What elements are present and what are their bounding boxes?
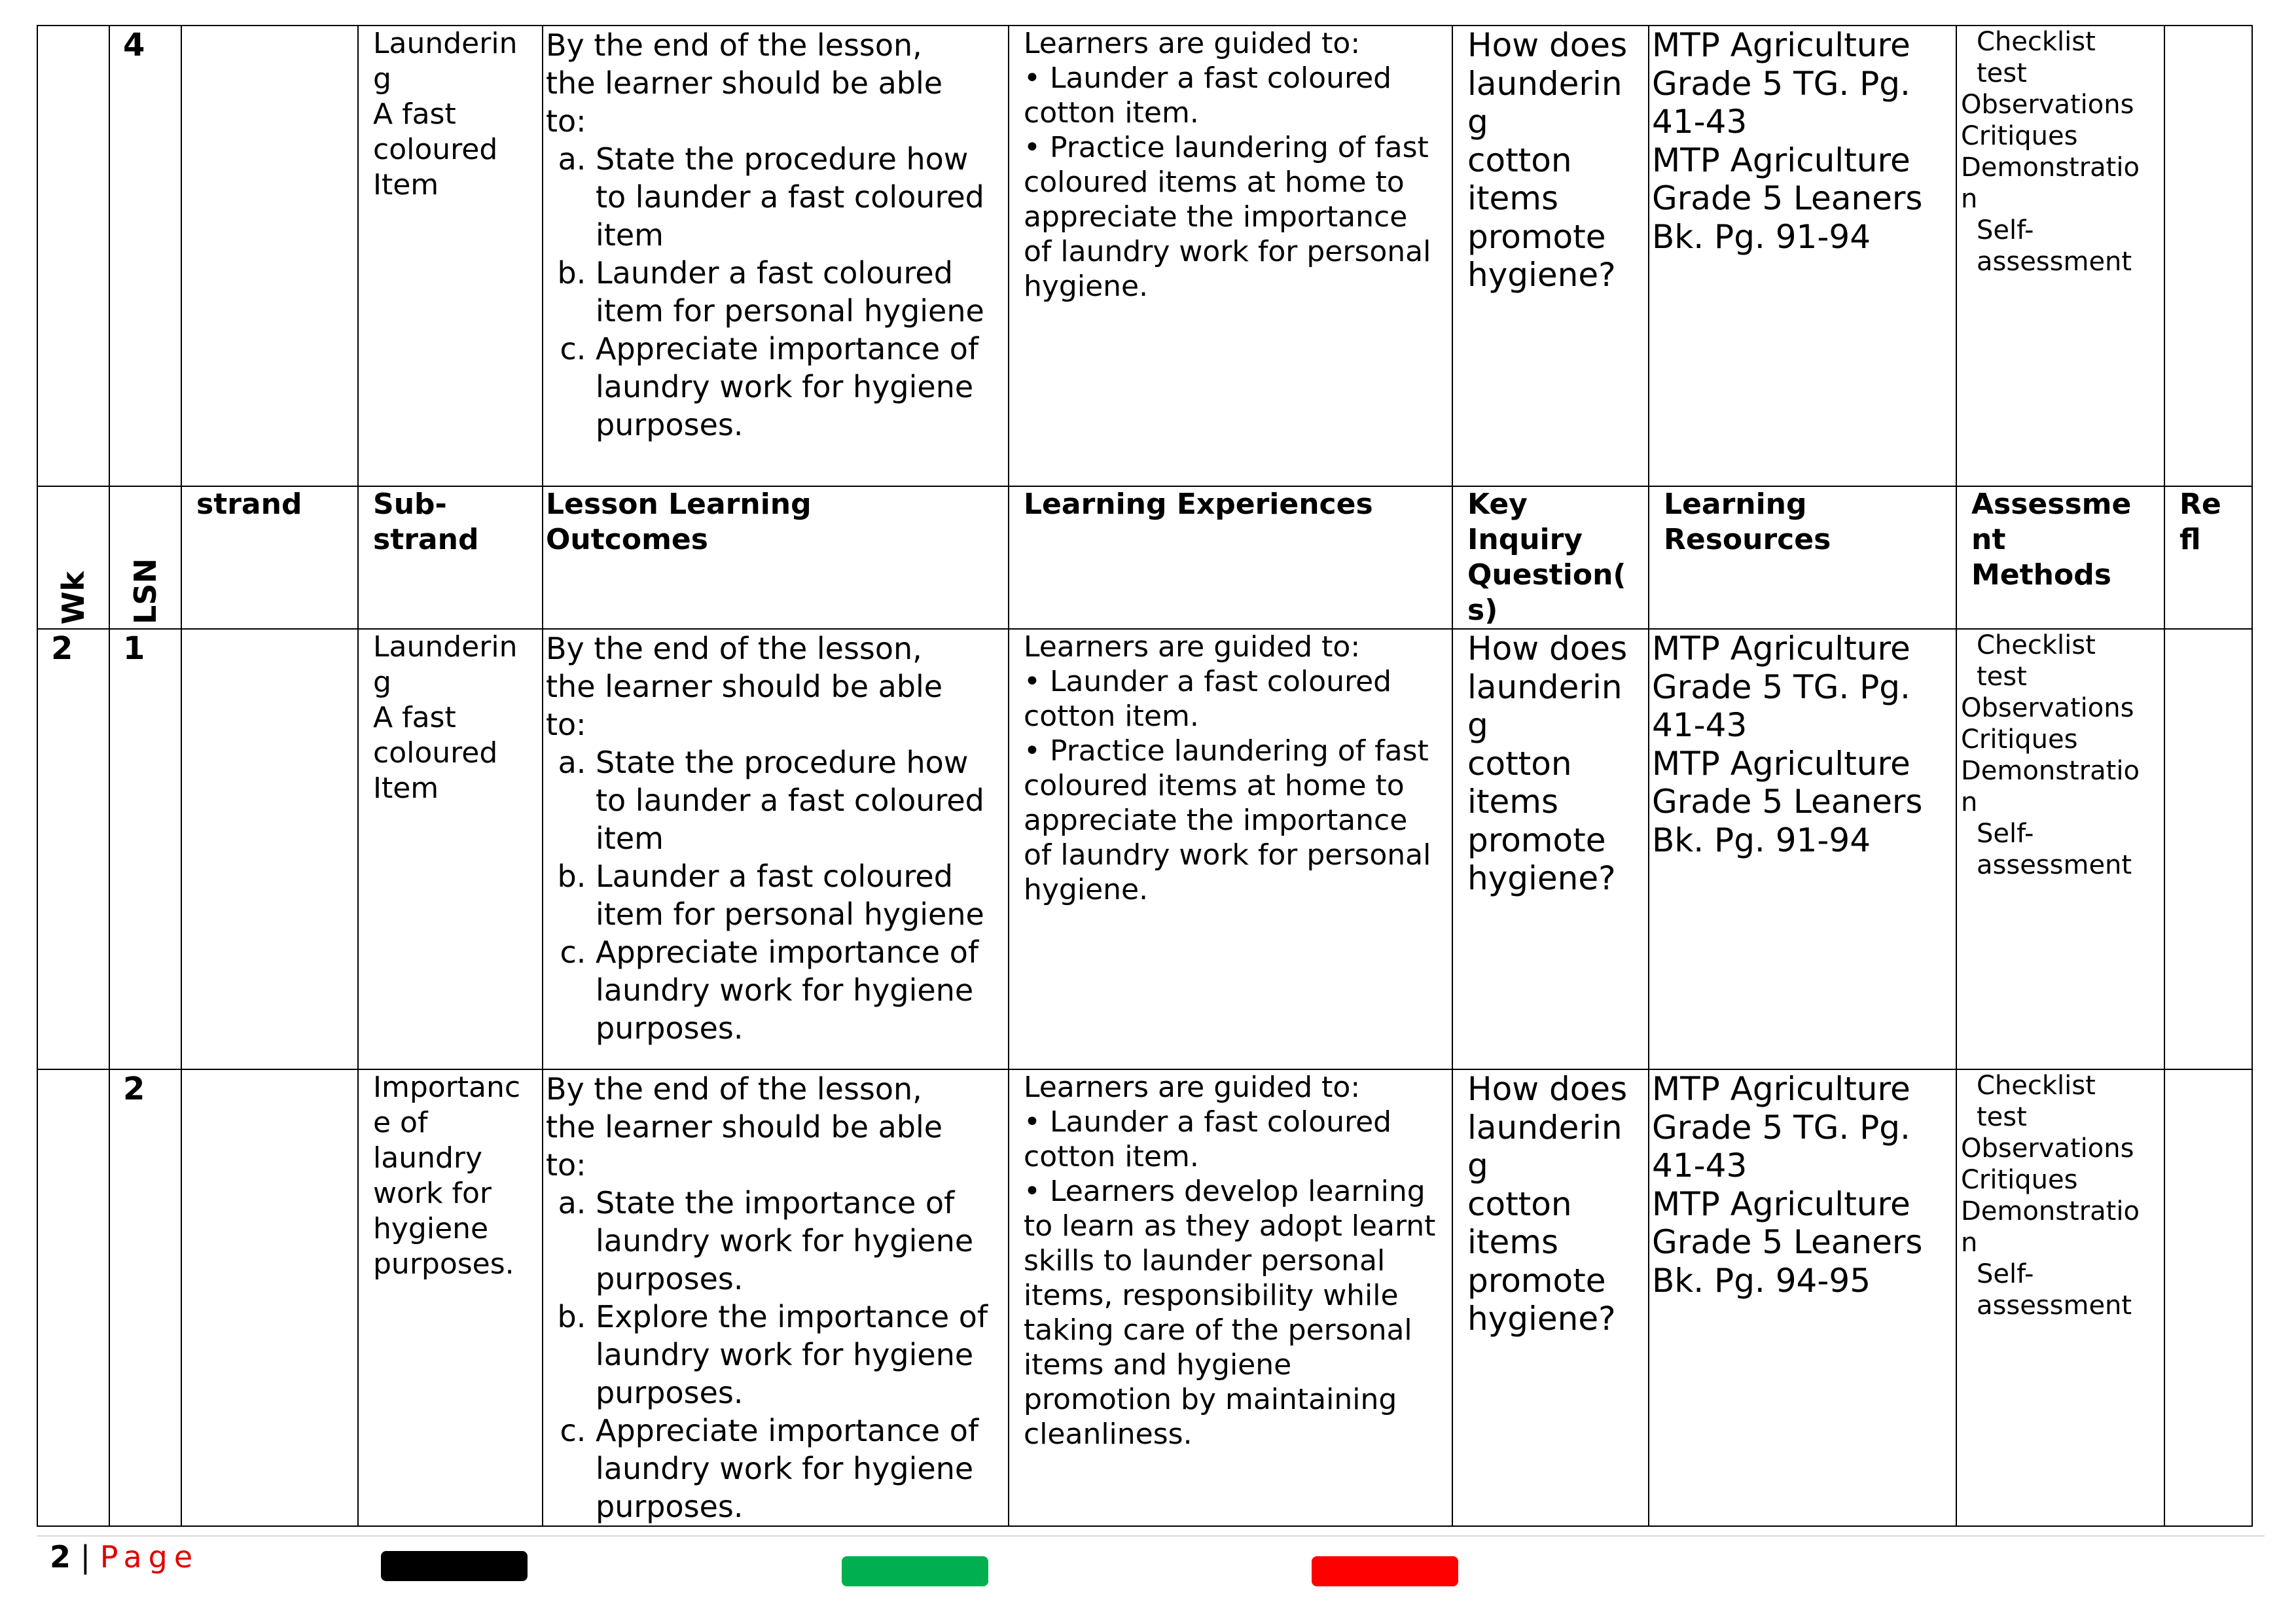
text-line: 41-43: [1652, 706, 1748, 744]
header-text-line: fl: [2179, 523, 2201, 556]
text-line: the learner should be able: [546, 65, 943, 101]
text-line: By the end of the lesson,: [546, 631, 922, 666]
text-line: n: [1961, 787, 1978, 817]
text-line: hygiene?: [1467, 1300, 1616, 1338]
text-line: Learners are guided to:: [1024, 27, 1361, 60]
text-line: items: [1467, 783, 1559, 821]
header-wk: Wk: [56, 571, 91, 624]
header-experiences-cell: [1009, 486, 1452, 629]
wk-cell: [37, 1069, 109, 1526]
list-item: • Launder a fast coloured cotton item.: [1024, 664, 1437, 734]
text-line: test: [1977, 58, 2027, 88]
text-line: Bk. Pg. 91-94: [1652, 217, 1871, 256]
table-row: [37, 26, 2252, 486]
text-line: Critiques: [1961, 1165, 2078, 1195]
text-line: launderin: [1467, 668, 1623, 706]
header-text-line: Lesson Learning: [546, 488, 812, 521]
header-resources: [1649, 487, 1956, 558]
text-line: Learners are guided to:: [1024, 1071, 1361, 1104]
experiences-cell: [1009, 26, 1452, 486]
green-swatch: [842, 1556, 988, 1586]
text-line: 41-43: [1652, 1147, 1748, 1185]
header-text-line: Methods: [1971, 558, 2111, 592]
outcomes-list: [546, 743, 1005, 1047]
key-question-cell: [1452, 629, 1649, 1069]
assessment-cell: [1956, 26, 2164, 486]
text-line: 41-43: [1652, 103, 1748, 141]
text-line: g: [1467, 706, 1488, 744]
text-line: A fast: [373, 701, 456, 734]
text-line: to:: [546, 707, 586, 742]
text-line: cotton: [1467, 744, 1572, 783]
text-line: Self-: [1977, 215, 2034, 245]
text-line: g: [1467, 103, 1488, 141]
text-line: How does: [1467, 630, 1628, 668]
list-item: b. Explore the importance of laundry work for hygiene purposes.: [596, 1298, 1005, 1412]
learning-outcomes: [543, 1070, 1008, 1525]
text-line: e of: [373, 1106, 428, 1139]
list-item: a. State the importance of laundry work for hygiene purposes.: [596, 1184, 1005, 1298]
text-line: Grade 5 Leaners: [1652, 783, 1923, 821]
lesson-number: 2: [123, 1071, 145, 1107]
text-line: items: [1467, 179, 1559, 217]
text-line: hygiene: [373, 1212, 489, 1245]
text-line: g: [373, 666, 391, 699]
text-line: launderin: [1467, 1108, 1623, 1147]
table-row: [37, 1069, 2252, 1526]
experiences-cell: [1009, 1069, 1452, 1526]
text-line: MTP Agriculture: [1652, 26, 1910, 64]
header-reflection-cell: [2164, 486, 2252, 629]
key-question-cell: [1452, 1069, 1649, 1526]
page-label: Page: [99, 1539, 200, 1575]
resources-cell: [1649, 26, 1956, 486]
table-header-row: [37, 486, 2252, 629]
text-line: How does: [1467, 1070, 1628, 1108]
text-line: By the end of the lesson,: [546, 27, 922, 63]
text-line: Demonstratio: [1961, 1196, 2140, 1226]
text-line: purposes.: [373, 1247, 514, 1281]
text-line: cotton: [1467, 1185, 1572, 1223]
text-line: the learner should be able: [546, 669, 943, 704]
header-assessment: [1957, 487, 2164, 593]
resources-cell: [1649, 1069, 1956, 1526]
text-line: promote: [1467, 217, 1606, 256]
text-line: Observations: [1961, 90, 2134, 120]
list-item: c. Appreciate importance of laundry work for hygiene purposes.: [596, 330, 1005, 444]
substrand-cell: [358, 1069, 543, 1526]
header-text-line: Question(: [1467, 558, 1626, 592]
text-line: the learner should be able: [546, 1109, 943, 1145]
text-line: Grade 5 Leaners: [1652, 1223, 1923, 1261]
page-number: 2: [50, 1539, 71, 1575]
key-question: [1453, 630, 1648, 898]
substrand-cell: [358, 26, 543, 486]
learning-outcomes: [543, 26, 1008, 444]
text-line: n: [1961, 184, 1978, 214]
text-line: Critiques: [1961, 121, 2078, 151]
reflection-cell: [2164, 1069, 2252, 1526]
experiences-cell: [1009, 629, 1452, 1069]
header-wk-cell: [37, 486, 109, 629]
header-key-question: [1453, 487, 1648, 628]
text-line: assessment: [1977, 1291, 2132, 1321]
text-line: work for: [373, 1177, 492, 1210]
header-reflection: [2165, 487, 2251, 558]
text-line: n: [1961, 1228, 1978, 1258]
text-line: to:: [546, 103, 586, 139]
header-outcomes: [543, 487, 1008, 558]
text-line: Critiques: [1961, 724, 2078, 755]
text-line: Grade 5 TG. Pg.: [1652, 668, 1910, 706]
key-question: [1453, 1070, 1648, 1338]
learning-resources: [1649, 630, 1956, 859]
text-line: launderin: [1467, 64, 1623, 103]
text-line: By the end of the lesson,: [546, 1071, 922, 1107]
text-line: Launderin: [373, 630, 518, 664]
text-line: Grade 5 TG. Pg.: [1652, 1108, 1910, 1147]
outcomes-cell: [543, 1069, 1009, 1526]
text-line: hygiene?: [1467, 859, 1616, 897]
list-item: • Launder a fast coloured cotton item.: [1024, 1105, 1437, 1174]
text-line: MTP Agriculture: [1652, 141, 1910, 179]
header-text-line: Resources: [1664, 523, 1831, 556]
black-swatch: [381, 1551, 528, 1581]
text-line: assessment: [1977, 850, 2132, 880]
assessment-cell: [1956, 629, 2164, 1069]
text-line: Grade 5 Leaners: [1652, 179, 1923, 217]
learning-experiences: [1009, 630, 1452, 907]
text-line: coloured: [373, 736, 498, 770]
lsn-cell: [109, 26, 181, 486]
text-line: Observations: [1961, 693, 2134, 723]
assessment-cell: [1956, 1069, 2164, 1526]
table-row: [37, 629, 2252, 1069]
learning-experiences: [1009, 1070, 1452, 1452]
list-item: c. Appreciate importance of laundry work for hygiene purposes.: [596, 1412, 1005, 1525]
learning-experiences: [1009, 26, 1452, 304]
key-question-cell: [1452, 26, 1649, 486]
experiences-list: [1024, 664, 1437, 907]
text-line: laundry: [373, 1141, 483, 1175]
header-lsn-cell: [109, 486, 181, 629]
text-line: Grade 5 TG. Pg.: [1652, 64, 1910, 103]
header-assessment-cell: [1956, 486, 2164, 629]
text-line: promote: [1467, 1261, 1606, 1300]
substrand-text: [359, 1070, 542, 1282]
header-lsn: LSN: [128, 558, 163, 624]
outcomes-cell: [543, 26, 1009, 486]
header-text-line: Outcomes: [546, 523, 708, 556]
resources-cell: [1649, 629, 1956, 1069]
text-line: g: [373, 62, 391, 96]
list-item: • Practice laundering of fast coloured items at home to appreciate the importance of laundry work for personal hygiene.: [1024, 130, 1437, 304]
text-line: Bk. Pg. 91-94: [1652, 821, 1871, 859]
week-number: 2: [51, 630, 73, 667]
lesson-plan-table: [37, 25, 2253, 1527]
text-line: Observations: [1961, 1133, 2134, 1164]
text-line: Item: [373, 772, 439, 805]
experiences-list: [1024, 61, 1437, 304]
strand-cell: [181, 1069, 358, 1526]
strand-cell: [181, 629, 358, 1069]
text-line: How does: [1467, 26, 1628, 64]
text-line: MTP Agriculture: [1652, 1185, 1910, 1223]
text-line: A fast: [373, 98, 456, 131]
text-line: assessment: [1977, 247, 2132, 277]
reflection-cell: [2164, 26, 2252, 486]
header-strand-cell: [181, 486, 358, 629]
text-line: MTP Agriculture: [1652, 1070, 1910, 1108]
assessment-methods: [1957, 630, 2164, 881]
lsn-cell: [109, 1069, 181, 1526]
text-line: Launderin: [373, 27, 518, 60]
text-line: Checklist: [1977, 1071, 2096, 1101]
header-text-line: Learning: [1664, 488, 1807, 521]
assessment-methods: [1957, 26, 2164, 277]
lsn-cell: [109, 629, 181, 1069]
header-text-line: Sub-: [373, 488, 447, 521]
text-line: Learners are guided to:: [1024, 630, 1361, 664]
text-line: cotton: [1467, 141, 1572, 179]
text-line: Checklist: [1977, 630, 2096, 660]
header-key-question-cell: [1452, 486, 1649, 629]
key-question: [1453, 26, 1648, 294]
header-text-line: s): [1467, 594, 1498, 627]
outcomes-list: [546, 140, 1005, 444]
text-line: test: [1977, 662, 2027, 692]
header-text-line: Assessme: [1971, 488, 2132, 521]
outcomes-cell: [543, 629, 1009, 1069]
header-resources-cell: [1649, 486, 1956, 629]
text-line: Bk. Pg. 94-95: [1652, 1261, 1871, 1300]
learning-resources: [1649, 26, 1956, 256]
header-strand: strand: [196, 488, 302, 521]
text-line: Self-: [1977, 1259, 2034, 1289]
learning-outcomes: [543, 630, 1008, 1047]
text-line: test: [1977, 1102, 2027, 1132]
list-item: • Practice laundering of fast coloured items at home to appreciate the importance of laundry work for personal hygiene.: [1024, 734, 1437, 907]
header-substrand-cell: [358, 486, 543, 629]
page-separator: |: [80, 1539, 91, 1575]
lesson-number: 4: [123, 27, 145, 63]
text-line: to:: [546, 1147, 586, 1183]
experiences-list: [1024, 1105, 1437, 1452]
text-line: MTP Agriculture: [1652, 744, 1910, 783]
list-item: b. Launder a fast coloured item for personal hygiene: [596, 857, 1005, 933]
text-line: MTP Agriculture: [1652, 630, 1910, 668]
learning-resources: [1649, 1070, 1956, 1300]
text-line: g: [1467, 1147, 1488, 1185]
text-line: hygiene?: [1467, 256, 1616, 294]
reflection-cell: [2164, 629, 2252, 1069]
text-line: Item: [373, 168, 439, 202]
list-item: a. State the procedure how to launder a fast coloured item: [596, 140, 1005, 254]
list-item: a. State the procedure how to launder a fast coloured item: [596, 743, 1005, 857]
list-item: b. Launder a fast coloured item for personal hygiene: [596, 254, 1005, 330]
lesson-number: 1: [123, 630, 145, 667]
wk-cell: [37, 26, 109, 486]
text-line: Self-: [1977, 819, 2034, 849]
list-item: • Learners develop learning to learn as they adopt learnt skills to launder personal items, responsibility while taking care of the personal items and hygiene promotion by maintaining cleanliness.: [1024, 1174, 1437, 1452]
list-item: • Launder a fast coloured cotton item.: [1024, 61, 1437, 130]
text-line: items: [1467, 1223, 1559, 1261]
header-text-line: strand: [373, 523, 479, 556]
page-footer: [50, 1538, 199, 1576]
list-item: c. Appreciate importance of laundry work for hygiene purposes.: [596, 933, 1005, 1047]
header-text-line: nt: [1971, 523, 2006, 556]
text-line: coloured: [373, 133, 498, 166]
footer-divider: [37, 1535, 2265, 1537]
strand-cell: [181, 26, 358, 486]
substrand-text: [359, 26, 542, 203]
header-text-line: Inquiry: [1467, 523, 1583, 556]
text-line: Demonstratio: [1961, 152, 2140, 183]
header-experiences: Learning Experiences: [1024, 488, 1373, 521]
header-text-line: Re: [2179, 488, 2221, 521]
wk-cell: [37, 629, 109, 1069]
outcomes-list: [546, 1184, 1005, 1525]
text-line: promote: [1467, 821, 1606, 859]
header-substrand: [359, 487, 542, 558]
red-swatch: [1312, 1556, 1458, 1586]
text-line: Importanc: [373, 1071, 521, 1104]
header-outcomes-cell: [543, 486, 1009, 629]
text-line: Checklist: [1977, 27, 2096, 57]
text-line: Demonstratio: [1961, 756, 2140, 786]
header-text-line: Key: [1467, 488, 1528, 521]
substrand-cell: [358, 629, 543, 1069]
substrand-text: [359, 630, 542, 806]
assessment-methods: [1957, 1070, 2164, 1321]
